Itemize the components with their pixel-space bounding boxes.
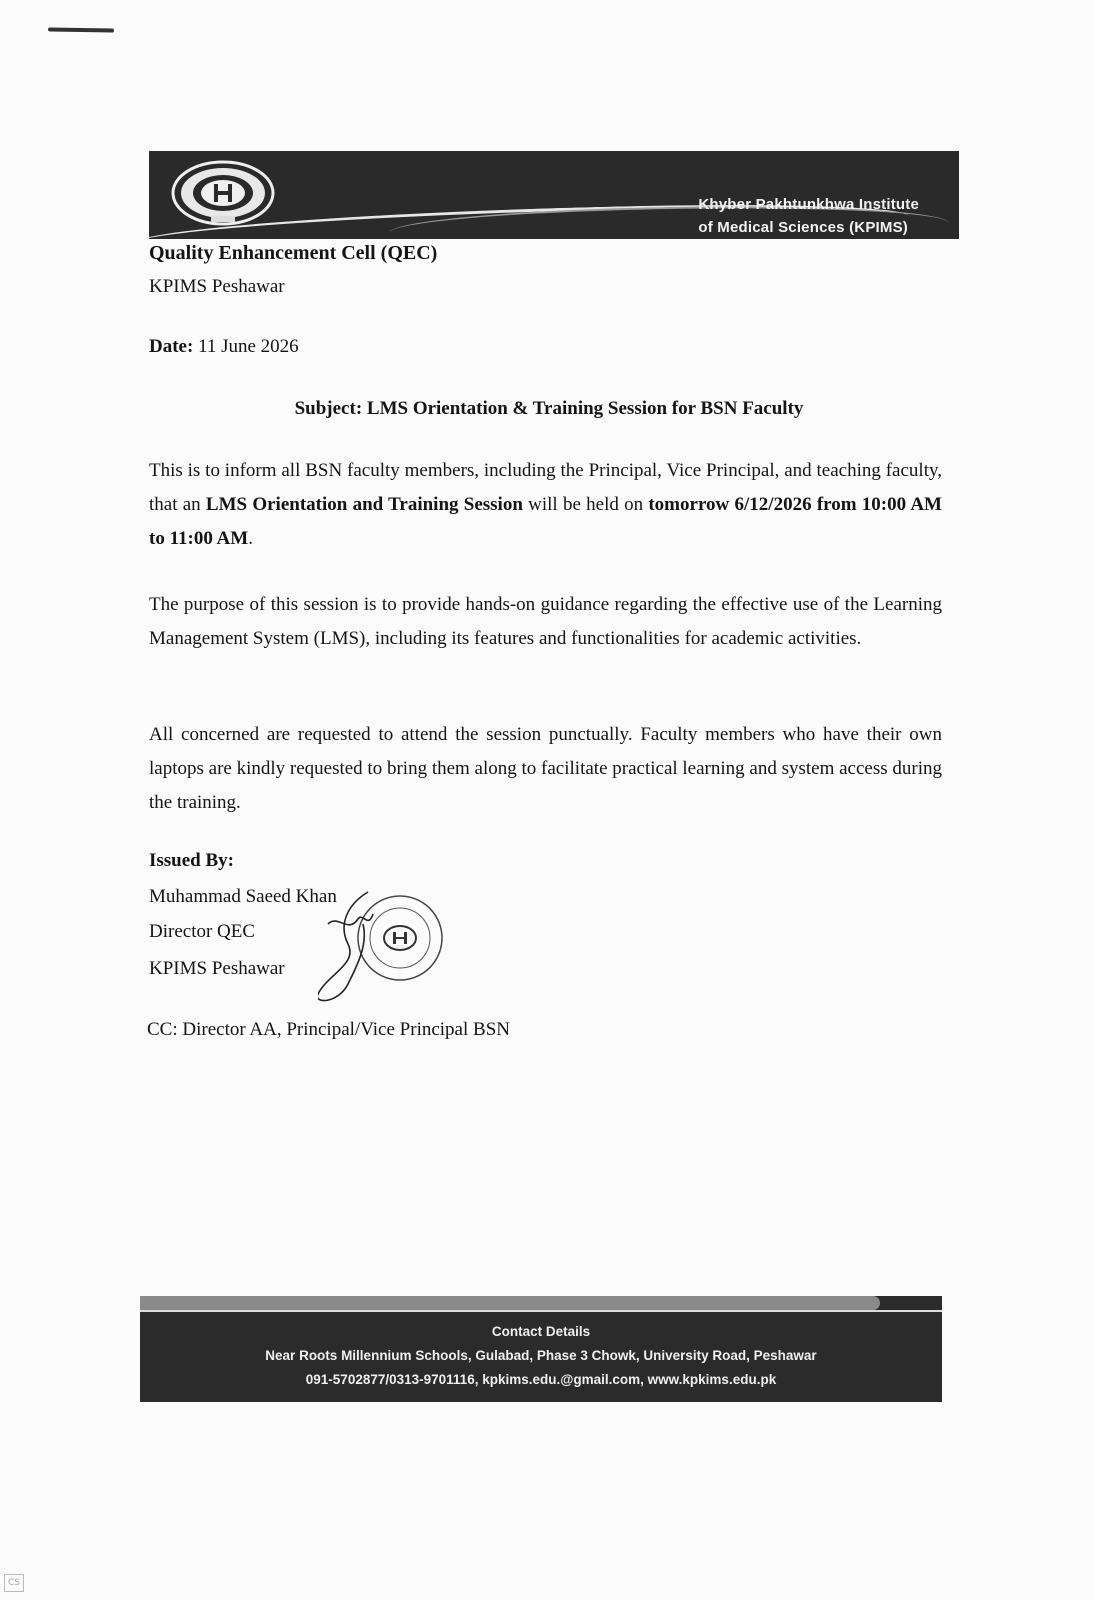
footer-address: Near Roots Millennium Schools, Gulabad, Phase 3 Chowk, University Road, Peshawar [265, 1348, 817, 1363]
issuer-city: KPIMS Peshawar [149, 958, 285, 979]
issued-by-label: Issued By: [149, 850, 234, 871]
office-city: KPIMS Peshawar [149, 276, 285, 297]
qec-stamp-icon [318, 884, 448, 1004]
letterhead-banner [149, 151, 959, 239]
institute-line-1: Khyber Pakhtunkhwa Institute [698, 196, 919, 213]
letterhead-footer [140, 1296, 942, 1402]
footer-rule [140, 1310, 942, 1312]
paragraph-purpose: The purpose of this session is to provide hands-on guidance regarding the effective use of the Learning Management System (LMS), including its features and functionalities for academic activities. [149, 594, 942, 649]
footer-strip [140, 1296, 880, 1310]
date-label: Date: [149, 336, 194, 357]
letter-subject: Subject: LMS Orientation & Training Session for BSN Faculty [294, 398, 804, 419]
scan-artifact [48, 27, 114, 32]
p1-session-name: LMS Orientation and Training Session [205, 494, 523, 515]
cc-line: CC: Director AA, Principal/Vice Principal BSN [147, 1019, 510, 1040]
p1-text-1: This is to inform all BSN faculty members, including the Principal, Vice Principal, and teaching faculty, that an [149, 460, 942, 515]
kpims-logo-icon [169, 158, 277, 228]
letter-date [149, 336, 299, 358]
p1-session-time: tomorrow 6/12/2026 from 10:00 AM to 11:00 AM [149, 494, 942, 549]
footer-contact-block [140, 1320, 942, 1392]
paragraph-request: All concerned are requested to attend the session punctually. Faculty members who have their own laptops are kindly requested to bring them along to facilitate practical learning and system access during the training. [149, 724, 942, 813]
p1-text-3: . [248, 528, 253, 549]
p1-text-2: will be held on [522, 494, 649, 515]
scanner-watermark-icon: CS [4, 1574, 24, 1592]
issuer-name: Muhammad Saeed Khan [149, 886, 337, 907]
date-value: 11 June 2026 [198, 336, 299, 357]
paragraph-announcement [149, 454, 942, 556]
office-unit: Quality Enhancement Cell (QEC) [149, 242, 438, 264]
institute-name [698, 193, 919, 239]
institute-line-2: of Medical Sciences (KPIMS) [698, 219, 908, 236]
footer-heading: Contact Details [491, 1324, 591, 1339]
footer-contacts: 091-5702877/0313-9701116, kpkims.edu.@gmail.com, www.kpkims.edu.pk [305, 1372, 777, 1387]
issuer-title: Director QEC [149, 921, 256, 942]
